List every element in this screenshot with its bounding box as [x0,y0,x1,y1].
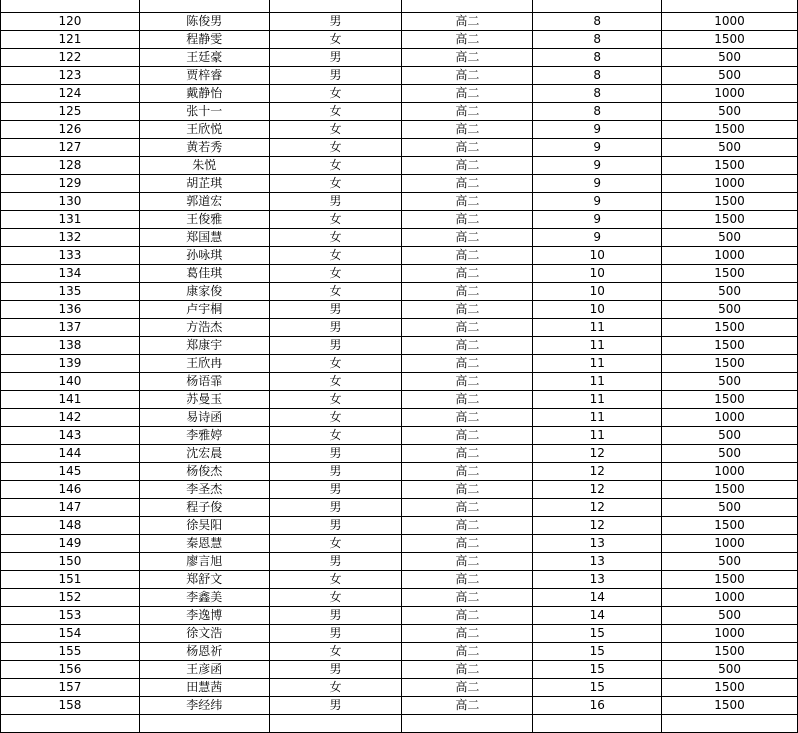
table-row [1,301,798,319]
name-cell[interactable]: 程静雯 [139,31,269,49]
amount-cell[interactable]: 1500 [662,211,798,229]
class-cell[interactable]: 8 [533,49,662,67]
table-row [1,319,798,337]
id-cell[interactable]: 143 [1,427,140,445]
grade-cell[interactable]: 高二 [402,67,533,85]
table-row [1,535,798,553]
name-cell[interactable]: 杨恩祈 [139,643,269,661]
id-cell[interactable]: 152 [1,589,140,607]
grade-cell[interactable]: 高二 [402,319,533,337]
grade-cell[interactable]: 高二 [402,661,533,679]
grade-cell[interactable]: 高二 [402,337,533,355]
table-row [1,715,798,733]
id-cell[interactable]: 150 [1,553,140,571]
grade-cell[interactable]: 高二 [402,679,533,697]
id-cell[interactable]: 157 [1,679,140,697]
class-cell[interactable]: 11 [533,409,662,427]
class-cell[interactable]: 11 [533,337,662,355]
grade-cell[interactable]: 高二 [402,445,533,463]
grade-cell[interactable] [402,715,533,733]
gender-cell[interactable]: 男 [269,49,402,67]
amount-cell[interactable] [662,715,798,733]
amount-cell[interactable]: 500 [662,445,798,463]
amount-cell[interactable]: 1000 [662,175,798,193]
grade-cell[interactable]: 高二 [402,355,533,373]
amount-cell[interactable]: 1500 [662,265,798,283]
grade-cell[interactable]: 高二 [402,139,533,157]
amount-cell[interactable]: 500 [662,607,798,625]
table-row [1,175,798,193]
id-cell[interactable]: 146 [1,481,140,499]
gender-cell[interactable]: 男 [269,553,402,571]
name-cell[interactable]: 方浩杰 [139,319,269,337]
id-cell[interactable]: 133 [1,247,140,265]
table-row [1,247,798,265]
table-row [1,427,798,445]
grade-cell[interactable]: 高二 [402,157,533,175]
id-cell[interactable]: 142 [1,409,140,427]
gender-cell[interactable]: 女 [269,265,402,283]
gender-cell[interactable]: 女 [269,373,402,391]
grade-cell[interactable]: 高二 [402,121,533,139]
name-cell[interactable]: 戴静怡 [139,85,269,103]
name-cell[interactable]: 李雅婷 [139,427,269,445]
gender-cell[interactable]: 女 [269,85,402,103]
class-cell[interactable]: 9 [533,193,662,211]
name-cell[interactable]: 郑舒文 [139,571,269,589]
table-row [1,103,798,121]
gender-cell[interactable]: 女 [269,103,402,121]
table-row [1,85,798,103]
gender-cell[interactable]: 男 [269,499,402,517]
gender-cell[interactable] [269,0,402,13]
class-cell[interactable]: 15 [533,679,662,697]
name-cell[interactable]: 秦恩慧 [139,535,269,553]
class-cell[interactable]: 8 [533,85,662,103]
id-cell[interactable]: 129 [1,175,140,193]
amount-cell[interactable]: 1500 [662,391,798,409]
name-cell[interactable]: 王彦函 [139,661,269,679]
class-cell[interactable]: 13 [533,571,662,589]
amount-cell[interactable]: 1000 [662,463,798,481]
gender-cell[interactable]: 女 [269,229,402,247]
amount-cell[interactable]: 500 [662,283,798,301]
amount-cell[interactable]: 1500 [662,337,798,355]
grade-cell[interactable]: 高二 [402,85,533,103]
amount-cell[interactable]: 1000 [662,85,798,103]
amount-cell[interactable]: 1500 [662,355,798,373]
amount-cell[interactable]: 500 [662,229,798,247]
grade-cell[interactable]: 高二 [402,643,533,661]
name-cell[interactable]: 王俊雅 [139,211,269,229]
amount-cell[interactable]: 500 [662,661,798,679]
table-row [1,643,798,661]
name-cell[interactable]: 易诗函 [139,409,269,427]
gender-cell[interactable]: 男 [269,463,402,481]
id-cell[interactable]: 140 [1,373,140,391]
amount-cell[interactable]: 500 [662,301,798,319]
amount-cell[interactable]: 1500 [662,319,798,337]
grade-cell[interactable]: 高二 [402,229,533,247]
class-cell[interactable]: 11 [533,427,662,445]
amount-cell[interactable]: 500 [662,67,798,85]
class-cell[interactable]: 11 [533,319,662,337]
amount-cell[interactable]: 1500 [662,679,798,697]
amount-cell[interactable]: 1500 [662,193,798,211]
class-cell[interactable]: 10 [533,247,662,265]
table-row [1,265,798,283]
name-cell[interactable]: 陈俊男 [139,13,269,31]
grade-cell[interactable]: 高二 [402,589,533,607]
id-cell[interactable]: 156 [1,661,140,679]
grade-cell[interactable]: 高二 [402,697,533,715]
name-cell[interactable]: 徐昊阳 [139,517,269,535]
id-cell[interactable]: 154 [1,625,140,643]
table-row [1,355,798,373]
gender-cell[interactable]: 女 [269,427,402,445]
grade-cell[interactable]: 高二 [402,553,533,571]
gender-cell[interactable]: 男 [269,193,402,211]
id-cell[interactable]: 145 [1,463,140,481]
id-cell[interactable]: 141 [1,391,140,409]
class-cell[interactable]: 15 [533,625,662,643]
name-cell[interactable] [139,0,269,13]
name-cell[interactable]: 田慧茜 [139,679,269,697]
id-cell[interactable]: 124 [1,85,140,103]
amount-cell[interactable]: 1500 [662,571,798,589]
amount-cell[interactable]: 500 [662,139,798,157]
class-cell[interactable]: 14 [533,589,662,607]
name-cell[interactable]: 徐文浩 [139,625,269,643]
table-row [1,607,798,625]
class-cell[interactable]: 12 [533,517,662,535]
grade-cell[interactable]: 高二 [402,283,533,301]
grade-cell[interactable]: 高二 [402,247,533,265]
grade-cell[interactable]: 高二 [402,391,533,409]
amount-cell[interactable] [662,0,798,13]
class-cell[interactable]: 11 [533,391,662,409]
amount-cell[interactable]: 500 [662,49,798,67]
grade-cell[interactable]: 高二 [402,13,533,31]
name-cell[interactable]: 李逸博 [139,607,269,625]
id-cell[interactable]: 128 [1,157,140,175]
id-cell[interactable]: 139 [1,355,140,373]
amount-cell[interactable]: 1500 [662,121,798,139]
table-row [1,193,798,211]
gender-cell[interactable]: 男 [269,661,402,679]
name-cell[interactable]: 王欣冉 [139,355,269,373]
class-cell[interactable]: 13 [533,535,662,553]
class-cell[interactable]: 11 [533,373,662,391]
id-cell[interactable]: 120 [1,13,140,31]
amount-cell[interactable]: 500 [662,427,798,445]
gender-cell[interactable]: 男 [269,481,402,499]
name-cell[interactable]: 杨语霏 [139,373,269,391]
grade-cell[interactable]: 高二 [402,463,533,481]
class-cell[interactable]: 10 [533,265,662,283]
gender-cell[interactable]: 男 [269,607,402,625]
grade-cell[interactable]: 高二 [402,175,533,193]
name-cell[interactable]: 黄若秀 [139,139,269,157]
class-cell[interactable]: 8 [533,31,662,49]
id-cell[interactable]: 147 [1,499,140,517]
id-cell[interactable] [1,715,140,733]
table-row [1,373,798,391]
table-row [1,463,798,481]
class-cell[interactable]: 9 [533,157,662,175]
table-row [1,445,798,463]
id-cell[interactable]: 132 [1,229,140,247]
table-row [1,157,798,175]
gender-cell[interactable]: 女 [269,247,402,265]
name-cell[interactable]: 李鑫美 [139,589,269,607]
amount-cell[interactable]: 1000 [662,409,798,427]
class-cell[interactable] [533,0,662,13]
table-row [1,49,798,67]
name-cell[interactable]: 张十一 [139,103,269,121]
id-cell[interactable]: 121 [1,31,140,49]
name-cell[interactable]: 李经纬 [139,697,269,715]
table-row [1,553,798,571]
table-row [1,589,798,607]
class-cell[interactable]: 9 [533,211,662,229]
amount-cell[interactable]: 1500 [662,157,798,175]
table-row [1,499,798,517]
gender-cell[interactable]: 男 [269,67,402,85]
table-row [1,121,798,139]
grade-cell[interactable] [402,0,533,13]
class-cell[interactable]: 9 [533,139,662,157]
name-cell[interactable]: 葛佳琪 [139,265,269,283]
gender-cell[interactable]: 女 [269,643,402,661]
table-row [1,481,798,499]
grade-cell[interactable]: 高二 [402,31,533,49]
gender-cell[interactable]: 女 [269,409,402,427]
gender-cell[interactable]: 女 [269,157,402,175]
name-cell[interactable]: 郭道宏 [139,193,269,211]
id-cell[interactable]: 125 [1,103,140,121]
grade-cell[interactable]: 高二 [402,265,533,283]
amount-cell[interactable]: 1000 [662,589,798,607]
name-cell[interactable]: 苏曼玉 [139,391,269,409]
class-cell[interactable]: 8 [533,67,662,85]
name-cell[interactable]: 郑康宇 [139,337,269,355]
class-cell[interactable]: 12 [533,499,662,517]
id-cell[interactable]: 126 [1,121,140,139]
table-row [1,661,798,679]
class-cell[interactable]: 12 [533,481,662,499]
grade-cell[interactable]: 高二 [402,301,533,319]
id-cell[interactable]: 131 [1,211,140,229]
grade-cell[interactable]: 高二 [402,103,533,121]
gender-cell[interactable]: 女 [269,283,402,301]
amount-cell[interactable]: 1500 [662,31,798,49]
amount-cell[interactable]: 1500 [662,697,798,715]
id-cell[interactable]: 149 [1,535,140,553]
table-row [1,211,798,229]
name-cell[interactable]: 王廷豪 [139,49,269,67]
name-cell[interactable]: 杨俊杰 [139,463,269,481]
name-cell[interactable]: 郑国慧 [139,229,269,247]
id-cell[interactable]: 123 [1,67,140,85]
id-cell[interactable]: 122 [1,49,140,67]
table-row [1,697,798,715]
id-cell[interactable]: 136 [1,301,140,319]
name-cell[interactable]: 廖言旭 [139,553,269,571]
class-cell[interactable]: 9 [533,229,662,247]
gender-cell[interactable] [269,715,402,733]
id-cell[interactable]: 134 [1,265,140,283]
id-cell[interactable]: 144 [1,445,140,463]
class-cell[interactable] [533,715,662,733]
gender-cell[interactable]: 男 [269,445,402,463]
id-cell[interactable]: 130 [1,193,140,211]
gender-cell[interactable]: 女 [269,571,402,589]
gender-cell[interactable]: 男 [269,517,402,535]
class-cell[interactable]: 9 [533,121,662,139]
gender-cell[interactable]: 女 [269,175,402,193]
class-cell[interactable]: 8 [533,13,662,31]
gender-cell[interactable]: 女 [269,589,402,607]
grade-cell[interactable]: 高二 [402,499,533,517]
gender-cell[interactable]: 男 [269,319,402,337]
grade-cell[interactable]: 高二 [402,625,533,643]
gender-cell[interactable]: 女 [269,535,402,553]
name-cell[interactable]: 孙咏琪 [139,247,269,265]
gender-cell[interactable]: 女 [269,391,402,409]
table-row [1,517,798,535]
id-cell[interactable]: 127 [1,139,140,157]
name-cell[interactable]: 卢宇桐 [139,301,269,319]
table-row [1,31,798,49]
amount-cell[interactable]: 500 [662,499,798,517]
gender-cell[interactable]: 女 [269,121,402,139]
table-row [1,283,798,301]
table-row [1,337,798,355]
amount-cell[interactable]: 1000 [662,247,798,265]
gender-cell[interactable]: 女 [269,355,402,373]
class-cell[interactable]: 12 [533,463,662,481]
amount-cell[interactable]: 1000 [662,13,798,31]
table-body [1,0,798,733]
amount-cell[interactable]: 1000 [662,625,798,643]
gender-cell[interactable]: 女 [269,139,402,157]
name-cell[interactable]: 康家俊 [139,283,269,301]
table-row [1,0,798,13]
name-cell[interactable]: 朱悦 [139,157,269,175]
gender-cell[interactable]: 男 [269,13,402,31]
gender-cell[interactable]: 男 [269,625,402,643]
table-row [1,391,798,409]
table-row [1,571,798,589]
gender-cell[interactable]: 男 [269,697,402,715]
gender-cell[interactable]: 男 [269,337,402,355]
class-cell[interactable]: 15 [533,661,662,679]
name-cell[interactable]: 沈宏晨 [139,445,269,463]
grade-cell[interactable]: 高二 [402,211,533,229]
id-cell[interactable]: 135 [1,283,140,301]
class-cell[interactable]: 12 [533,445,662,463]
name-cell[interactable]: 王欣悦 [139,121,269,139]
name-cell[interactable]: 程子俊 [139,499,269,517]
gender-cell[interactable]: 女 [269,31,402,49]
grade-cell[interactable]: 高二 [402,49,533,67]
table-row [1,139,798,157]
grade-cell[interactable]: 高二 [402,373,533,391]
class-cell[interactable]: 15 [533,643,662,661]
id-cell[interactable]: 153 [1,607,140,625]
table-row [1,679,798,697]
id-cell[interactable]: 138 [1,337,140,355]
class-cell[interactable]: 8 [533,103,662,121]
gender-cell[interactable]: 女 [269,211,402,229]
id-cell[interactable]: 155 [1,643,140,661]
class-cell[interactable]: 14 [533,607,662,625]
class-cell[interactable]: 11 [533,355,662,373]
grade-cell[interactable]: 高二 [402,535,533,553]
grade-cell[interactable]: 高二 [402,193,533,211]
id-cell[interactable]: 151 [1,571,140,589]
name-cell[interactable]: 贾梓睿 [139,67,269,85]
id-cell[interactable]: 148 [1,517,140,535]
grade-cell[interactable]: 高二 [402,571,533,589]
table-row [1,409,798,427]
name-cell[interactable]: 胡芷琪 [139,175,269,193]
id-cell[interactable]: 137 [1,319,140,337]
grade-cell[interactable]: 高二 [402,517,533,535]
class-cell[interactable]: 16 [533,697,662,715]
amount-cell[interactable]: 1000 [662,535,798,553]
amount-cell[interactable]: 500 [662,373,798,391]
table-row [1,625,798,643]
class-cell[interactable]: 9 [533,175,662,193]
id-cell[interactable]: 158 [1,697,140,715]
name-cell[interactable]: 李圣杰 [139,481,269,499]
id-cell[interactable] [1,0,140,13]
amount-cell[interactable]: 1500 [662,643,798,661]
grade-cell[interactable]: 高二 [402,409,533,427]
amount-cell[interactable]: 500 [662,103,798,121]
class-cell[interactable]: 10 [533,301,662,319]
gender-cell[interactable]: 男 [269,301,402,319]
name-cell[interactable] [139,715,269,733]
table-row [1,13,798,31]
amount-cell[interactable]: 1500 [662,481,798,499]
table-row [1,229,798,247]
amount-cell[interactable]: 500 [662,553,798,571]
gender-cell[interactable]: 女 [269,679,402,697]
class-cell[interactable]: 10 [533,283,662,301]
class-cell[interactable]: 13 [533,553,662,571]
grade-cell[interactable]: 高二 [402,481,533,499]
table-row [1,67,798,85]
grade-cell[interactable]: 高二 [402,427,533,445]
amount-cell[interactable]: 1500 [662,517,798,535]
grade-cell[interactable]: 高二 [402,607,533,625]
